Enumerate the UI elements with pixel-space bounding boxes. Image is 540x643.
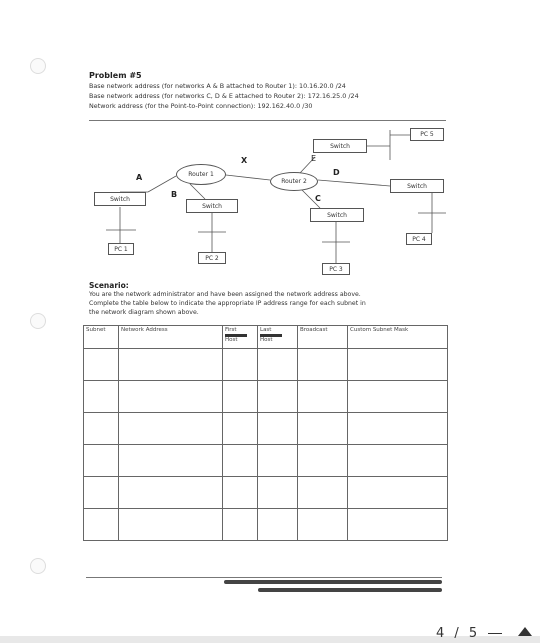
pc-2-label: PC 2 — [205, 254, 219, 262]
scenario-title: Scenario: — [89, 281, 129, 290]
footer-divider — [86, 577, 442, 578]
cell-first-host[interactable] — [223, 509, 258, 541]
subnet-table — [83, 325, 448, 541]
cell-subnet[interactable] — [84, 381, 119, 413]
pc-5 — [410, 128, 444, 141]
cell-network-address[interactable] — [119, 381, 223, 413]
cell-broadcast[interactable] — [298, 477, 348, 509]
cell-subnet[interactable] — [84, 445, 119, 477]
switch-c — [310, 208, 364, 222]
scroll-up-arrow-icon[interactable] — [516, 624, 534, 638]
header-last-host-label: Host — [260, 337, 273, 343]
cell-broadcast[interactable] — [298, 509, 348, 541]
redacted-footer-text — [258, 588, 442, 592]
cell-subnet[interactable] — [84, 477, 119, 509]
cell-broadcast[interactable] — [298, 413, 348, 445]
base-network-router1: Base network address (for networks A & B attached to Router 1): 10.16.20.0 /24 — [89, 82, 346, 90]
scenario-line-2: Complete the table below to indicate the appropriate IP address range for each subnet in — [89, 300, 366, 307]
table-row — [84, 509, 448, 541]
cell-network-address[interactable] — [119, 509, 223, 541]
switch-c-label: Switch — [327, 211, 347, 219]
switch-e-label: Switch — [330, 142, 350, 150]
cell-last-host[interactable] — [258, 381, 298, 413]
switch-d-label: Switch — [407, 182, 427, 190]
switch-a — [94, 192, 146, 206]
page-tick — [488, 633, 502, 634]
table-row — [84, 381, 448, 413]
header-last-host — [258, 326, 298, 349]
cell-last-host[interactable] — [258, 445, 298, 477]
cell-last-host[interactable] — [258, 477, 298, 509]
table-row — [84, 477, 448, 509]
cell-broadcast[interactable] — [298, 349, 348, 381]
pc-2 — [198, 252, 226, 264]
network-label-b: B — [171, 190, 178, 199]
table-header-row — [84, 326, 448, 349]
cell-broadcast[interactable] — [298, 381, 348, 413]
base-network-router2: Base network address (for networks C, D & E attached to Router 2): 172.16.25.0 /24 — [89, 92, 359, 100]
pc-4-label: PC 4 — [412, 235, 426, 243]
router-1-label: Router 1 — [188, 171, 214, 178]
cell-last-host[interactable] — [258, 349, 298, 381]
cell-subnet[interactable] — [84, 509, 119, 541]
cell-network-address[interactable] — [119, 413, 223, 445]
cell-last-host[interactable] — [258, 509, 298, 541]
header-broadcast: Broadcast — [298, 326, 348, 349]
cell-first-host[interactable] — [223, 349, 258, 381]
problem-title: Problem #5 — [89, 71, 142, 80]
switch-e — [313, 139, 367, 153]
cell-network-address[interactable] — [119, 349, 223, 381]
cell-first-host[interactable] — [223, 413, 258, 445]
cell-subnet-mask[interactable] — [348, 349, 448, 381]
router-2-label: Router 2 — [281, 178, 307, 185]
cell-last-host[interactable] — [258, 413, 298, 445]
router-2 — [270, 172, 318, 191]
pc-3-label: PC 3 — [329, 265, 343, 273]
page-number: 4 / 5 — [436, 626, 481, 641]
pc-5-label: PC 5 — [420, 131, 434, 138]
cell-subnet-mask[interactable] — [348, 445, 448, 477]
cell-subnet-mask[interactable] — [348, 381, 448, 413]
header-first: First — [225, 327, 237, 333]
scenario-line-3: the network diagram shown above. — [89, 309, 199, 316]
network-label-a: A — [136, 173, 143, 182]
switch-d — [390, 179, 444, 193]
pc-3 — [322, 263, 350, 275]
cell-subnet-mask[interactable] — [348, 477, 448, 509]
network-label-e: E — [311, 154, 317, 163]
cell-first-host[interactable] — [223, 445, 258, 477]
scenario-line-1: You are the network administrator and have been assigned the network address above. — [89, 291, 361, 298]
table-row — [84, 349, 448, 381]
cell-network-address[interactable] — [119, 445, 223, 477]
header-custom-subnet-mask: Custom Subnet Mask — [348, 326, 448, 349]
pc-1-label: PC 1 — [114, 245, 128, 253]
cell-broadcast[interactable] — [298, 445, 348, 477]
redacted-footer-text — [224, 580, 442, 584]
switch-b — [186, 199, 238, 213]
cell-first-host[interactable] — [223, 477, 258, 509]
switch-b-label: Switch — [202, 202, 222, 210]
router-1 — [176, 164, 226, 185]
header-first-host-label: Host — [225, 337, 238, 343]
table-row — [84, 413, 448, 445]
cell-subnet[interactable] — [84, 349, 119, 381]
pc-4 — [406, 233, 432, 245]
network-label-d: D — [333, 168, 340, 177]
cell-subnet[interactable] — [84, 413, 119, 445]
header-network-address: Network Address — [119, 326, 223, 349]
header-first-host — [223, 326, 258, 349]
cell-subnet-mask[interactable] — [348, 509, 448, 541]
switch-a-label: Switch — [110, 195, 130, 203]
pc-1 — [108, 243, 134, 255]
point-to-point-network: Network address (for the Point-to-Point connection): 192.162.40.0 /30 — [89, 102, 313, 110]
table-row — [84, 445, 448, 477]
header-subnet: Subnet — [84, 326, 119, 349]
network-label-x: X — [241, 156, 248, 165]
header-last: Last — [260, 327, 272, 333]
cell-network-address[interactable] — [119, 477, 223, 509]
cell-first-host[interactable] — [223, 381, 258, 413]
network-label-c: C — [315, 194, 321, 203]
cell-subnet-mask[interactable] — [348, 413, 448, 445]
